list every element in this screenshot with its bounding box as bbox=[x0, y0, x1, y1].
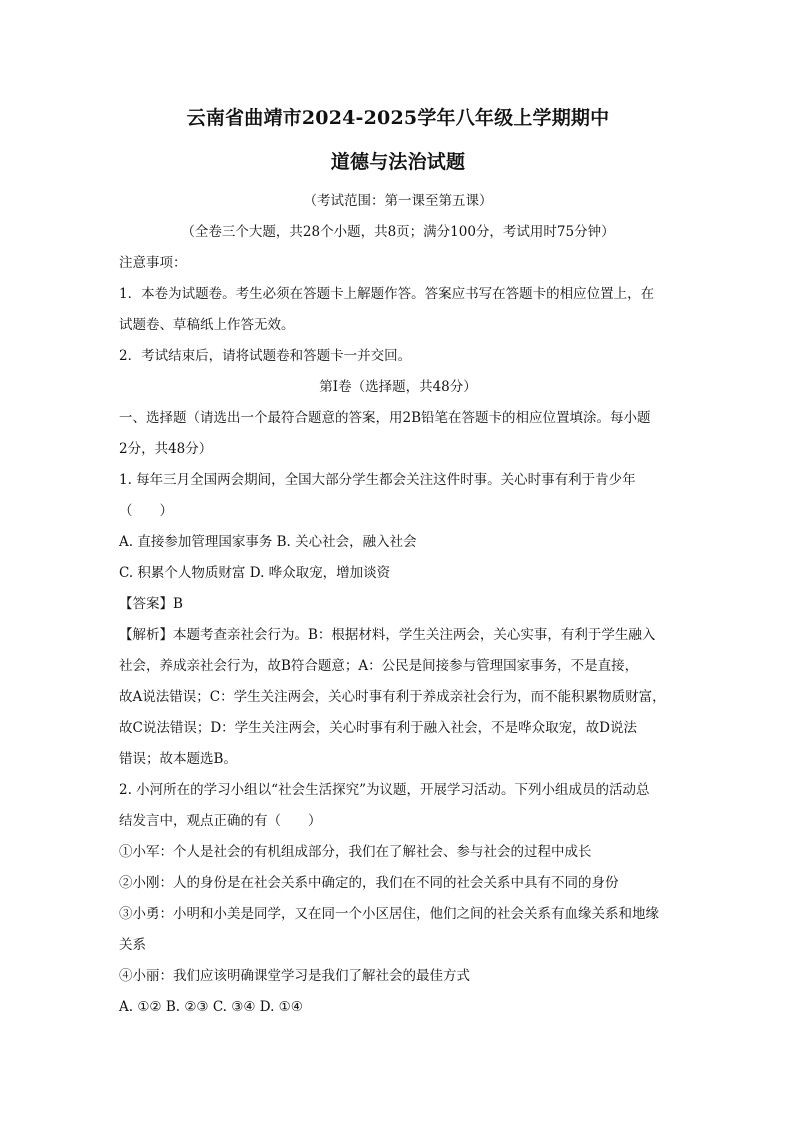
volume1-heading: 第Ⅰ卷（选择题，共48分） bbox=[319, 379, 477, 395]
q2-item4: ④小丽：我们应该明确课堂学习是我们了解社会的最佳方式 bbox=[119, 968, 470, 984]
q1-options-ab: A. 直接参加管理国家事务 B. 关心社会，融入社会 bbox=[119, 534, 417, 550]
doc-title-line2: 道德与法治试题 bbox=[330, 151, 466, 173]
page-content bbox=[119, 104, 677, 1023]
q2-stem-line1: 2. 小河所在的学习小组以“社会生活探究”为议题，开展学习活动。下列小组成员的活动总 bbox=[119, 782, 650, 798]
exam-info: （全卷三个大题，共28个小题，共8页；满分100分，考试用时75分钟） bbox=[181, 224, 615, 240]
q1-answer: 【答案】B bbox=[119, 596, 183, 612]
q2-item2: ②小刚：人的身份是在社会关系中确定的，我们在不同的社会关系中具有不同的身份 bbox=[119, 875, 619, 891]
q1-stem-line1: 1. 每年三月全国两会期间，全国大部分学生都会关注这件时事。关心时事有利于肯少年 bbox=[119, 472, 636, 488]
doc-title-line1: 云南省曲靖市2024-2025学年八年级上学期期中 bbox=[186, 107, 610, 129]
q2-item1: ①小军：个人是社会的有机组成部分，我们在了解社会、参与社会的过程中成长 bbox=[119, 844, 592, 860]
q2-item3-line2: 关系 bbox=[119, 937, 146, 953]
q1-analysis-line4: 故C说法错误；D：学生关注两会，关心时事有利于融入社会，不是哗众取宠，故D说法 bbox=[119, 720, 637, 736]
section1-line1: 一、选择题（请选出一个最符合题意的答案，用2B铅笔在答题卡的相应位置填涂。每小题 bbox=[119, 410, 651, 426]
q1-analysis-line3: 故A说法错误；C：学生关注两会，关心时事有利于养成亲社会行为，而不能积累物质财富， bbox=[119, 689, 666, 705]
note1-line2: 试题卷、草稿纸上作答无效。 bbox=[119, 317, 295, 333]
exam-scope: （考试范围：第一课至第五课） bbox=[303, 193, 493, 209]
q2-options: A. ①② B. ②③ C. ③④ D. ①④ bbox=[119, 999, 303, 1015]
q1-options-cd: C. 积累个人物质财富 D. 哗众取宠，增加谈资 bbox=[119, 565, 391, 581]
q1-analysis-line2: 社会，养成亲社会行为，故B符合题意；A：公民是间接参与管理国家事务，不是直接， bbox=[119, 658, 639, 674]
note2: 2．考试结束后，请将试题卷和答题卡一并交回。 bbox=[119, 348, 412, 364]
q1-analysis-line1: 【解析】本题考查亲社会行为。B：根据材料，学生关注两会，关心实事，有利于学生融入 bbox=[119, 627, 656, 643]
note1-line1: 1．本卷为试题卷。考生必须在答题卡上解题作答。答案应书写在答题卡的相应位置上，在 bbox=[119, 286, 655, 302]
section1-line2: 2分，共48分） bbox=[119, 441, 213, 457]
q1-stem-line2: （ ） bbox=[119, 503, 173, 519]
q2-item3-line1: ③小勇：小明和小美是同学，又在同一个小区居住，他们之间的社会关系有血缘关系和地缘 bbox=[119, 906, 659, 922]
q1-analysis-line5: 错误；故本题选B。 bbox=[119, 751, 237, 767]
notes-heading: 注意事项： bbox=[119, 255, 187, 271]
q2-stem-line2: 结发言中，观点正确的有（ ） bbox=[119, 813, 322, 829]
